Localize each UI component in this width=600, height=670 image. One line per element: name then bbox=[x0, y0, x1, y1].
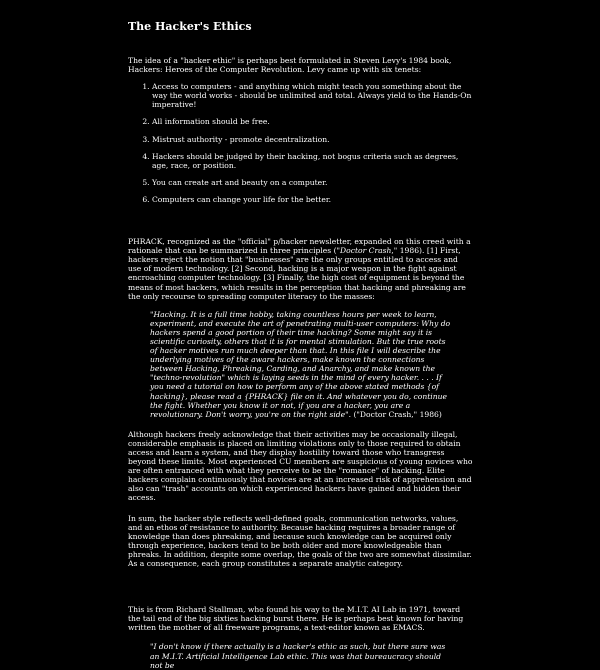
citation: Doctor Crash bbox=[340, 246, 392, 256]
phrack-text-1: PHRACK, recognized as the "official" p/hacker newsletter, expanded on this creed with a rationale that can be summarized in three principles (" bbox=[128, 237, 471, 256]
list-item: 1. Access to computers - and anything which might teach you something about the way the world works - should be unlimited and total. Always yield to the Hands-On imperative! bbox=[152, 82, 473, 109]
intro-paragraph: The idea of a "hacker ethic" is perhaps best formulated in Steven Levy's 1984 book, Hackers: Heroes of the Computer Revolution. Levy came up with six tenets: bbox=[128, 56, 452, 75]
legality-paragraph: Although hackers freely acknowledge that their activities may be occasionally illegal, considerable emphasis is placed on limiting violations only to those required to obtain access and learn a system, and they display hostility toward those who transgress beyond these limits. Most experienced CU members are suspicious of young novices who are often entranced with what they perceive to be the "romance" of hacking. Elite hackers complain continuously that novices are at an increased risk of apprehension and also can "trash" accounts on which experienced hackers have gained and hidden their access. bbox=[128, 429, 473, 503]
summary-paragraph: In sum, the hacker style reflects well-defined goals, communication networks, values, and an ethos of resistance to authority. Because hacking requires a broader range of knowledge than does phreaking, and because such knowledge can be acquired only through experience, hackers tend to be both older and more knowledgeable than phreaks. In addition, despite some overlap, the goals of the two are somewhat dissimilar. As a consequence, each group constitutes a separate analytic category. bbox=[128, 513, 472, 569]
article bbox=[128, 20, 473, 670]
list-item: 3. Mistrust authority - promote decentralization. bbox=[152, 135, 473, 144]
stallman-paragraph: This is from Richard Stallman, who found his way to the M.I.T. AI Lab in 1971, toward the tail end of the big sixties hacking burst there. He is perhaps best known for having written the mother of all freeware programs, a text-editor known as EMACS. bbox=[128, 605, 464, 633]
quote-text: "Hacking. It is a full time hobby, taking countless hours per week to learn, experiment, and execute the art of penetrating multi-user computers: Why do hackers spend a good portion of their time hacking? Some might say it is scientific curiosity, others that it is for mental stimulation. But the true roots of hacker motives run much deeper than that. In this file I will describe the underlying motives of the aware hackers, make known the connections between Hacking, Phreaking, Carding, and Anarchy, and make known the "techno-revolution" which is laying seeds in the mind of every hacker. . . . If you need a tutorial on how to perform any of the above stated methods {of hacking}, please read a {PHRACK} file on it. And whatever you do, continue the fight. Whether you know it or not, if you are a hacker, you are a revolutionary. Don't worry, you're on the right side". bbox=[150, 309, 451, 419]
crash-quote bbox=[150, 310, 455, 419]
page-title: The Hacker's Ethics bbox=[128, 20, 252, 33]
list-item: 2. All information should be free. bbox=[152, 117, 473, 126]
stallman-quote: "I don't know if there actually is a hacker's ethic as such, but there sure was an M.I.T. Artificial Intelligence Lab ethic. This was that bureaucracy should not be bbox=[150, 642, 446, 670]
phrack-text-2: ," 1986). [1] First, hackers reject the notion that "businesses" are the only groups entitled to access and use of modern technology. [2] Second, hacking is a major weapon in the fight against encroaching computer technology. [3] Finally, the high cost of equipment is beyond the means of most hackers, which results in the perception that hacking and phreaking are the only recourse to spreading computer literacy to the masses: bbox=[128, 246, 466, 301]
tenets-list bbox=[128, 82, 473, 204]
phrack-paragraph bbox=[128, 237, 473, 301]
list-item: 5. You can create art and beauty on a computer. bbox=[152, 178, 473, 187]
quote-attribution: ("Doctor Crash," 1986) bbox=[353, 409, 442, 419]
list-item: 4. Hackers should be judged by their hacking, not bogus criteria such as degrees, age, race, or position. bbox=[152, 152, 473, 170]
list-item: 6. Computers can change your life for the better. bbox=[152, 195, 473, 204]
